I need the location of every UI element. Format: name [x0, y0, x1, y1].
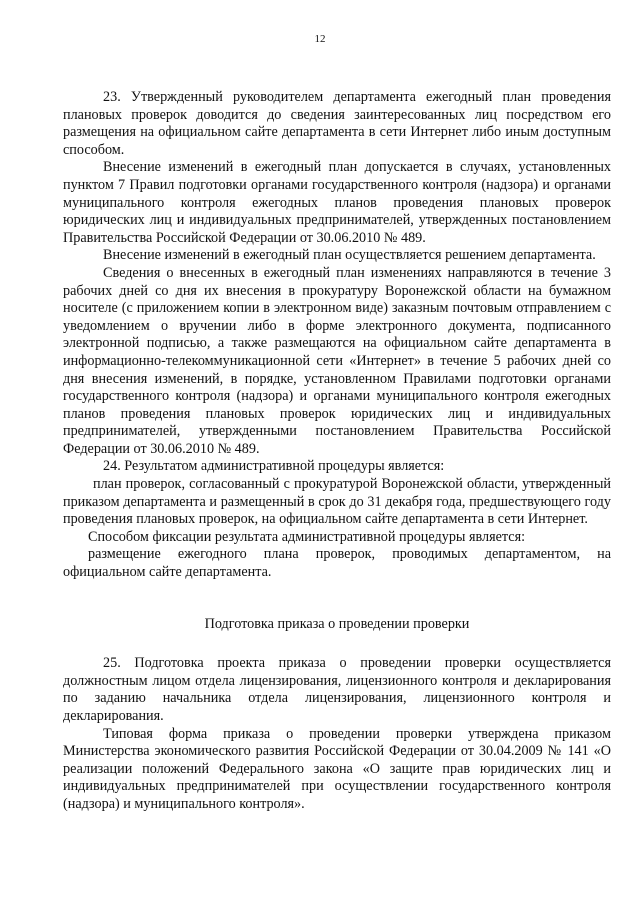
section-heading: Подготовка приказа о проведении проверки [204, 615, 470, 632]
paragraph-result: план проверок, согласованный с прокуратурой Воронежской области, утвержденный приказом департамента и размещенный в срок до 31 декабря года, предшествующего году проведения плановых проверок, на официальном сайте департамента в сети Интернет. [63, 476, 611, 528]
paragraph-fixation-method: размещение ежегодного плана проверок, проводимых департаментом, на официальном сайте департамента. [63, 546, 611, 581]
paragraph-amendments: Внесение изменений в ежегодный план допускается в случаях, установленных пунктом 7 Правил подготовки органами государственного контроля (надзора) и органами муниципального контроля ежегодных планов проведения плановых проверок юридических лиц и индивидуальных предпринимателей, утвержденных постановлением Правительства Российской Федерации от 30.06.2010 № 489. [63, 159, 611, 246]
paragraph-typical-form: Типовая форма приказа о проведении проверки утверждена приказом Министерства экономического развития Российской Федерации от 30.04.2009 № 141 «О реализации положений Федерального закона «О защите прав юридических лиц и индивидуальных предпринимателей при осуществлении государственного контроля (надзора) и муниципального контроля». [63, 725, 611, 812]
paragraph-25: 25. Подготовка проекта приказа о проведении проверки осуществляется должностным лицом отдела лицензирования, лицензионного контроля и декларирования по заданию начальника отдела лицензирования, лицензионного контроля и декларирования. [63, 655, 611, 724]
paragraph-24: 24. Результатом административной процедуры является: [103, 458, 445, 475]
document-body [63, 89, 611, 814]
paragraph-23: 23. Утвержденный руководителем департамента ежегодный план проведения плановых проверок доводится до сведения заинтересованных лиц посредством его размещения на официальном сайте департамента в сети Интернет либо иным доступным способом. [63, 89, 611, 158]
paragraph-amendments-notice: Сведения о внесенных в ежегодный план изменениях направляются в течение 3 рабочих дней со дня их внесения в прокуратуру Воронежской области на бумажном носителе (с приложением копии в электронном виде) заказным почтовым отправлением с уведомлением о вручении либо в форме электронного документа, подписанного электронной подписью, а также размещаются на официальном сайте департамента в информационно-телекоммуникационной сети «Интернет» в течение 5 рабочих дней со дня внесения изменений, в порядке, установленном Правилами подготовки органами государственного контроля (надзора) и органами муниципального контроля ежегодных планов проведения плановых проверок юридических лиц и индивидуальных предпринимателей, утвержденными постановлением Правительства Российской Федерации от 30.06.2010 № 489. [63, 264, 611, 457]
paragraph-fixation: Способом фиксации результата административной процедуры является: [88, 528, 526, 545]
paragraph-amendments-decision: Внесение изменений в ежегодный план осуществляется решением департамента. [103, 247, 596, 264]
page-number: 12 [314, 33, 326, 45]
